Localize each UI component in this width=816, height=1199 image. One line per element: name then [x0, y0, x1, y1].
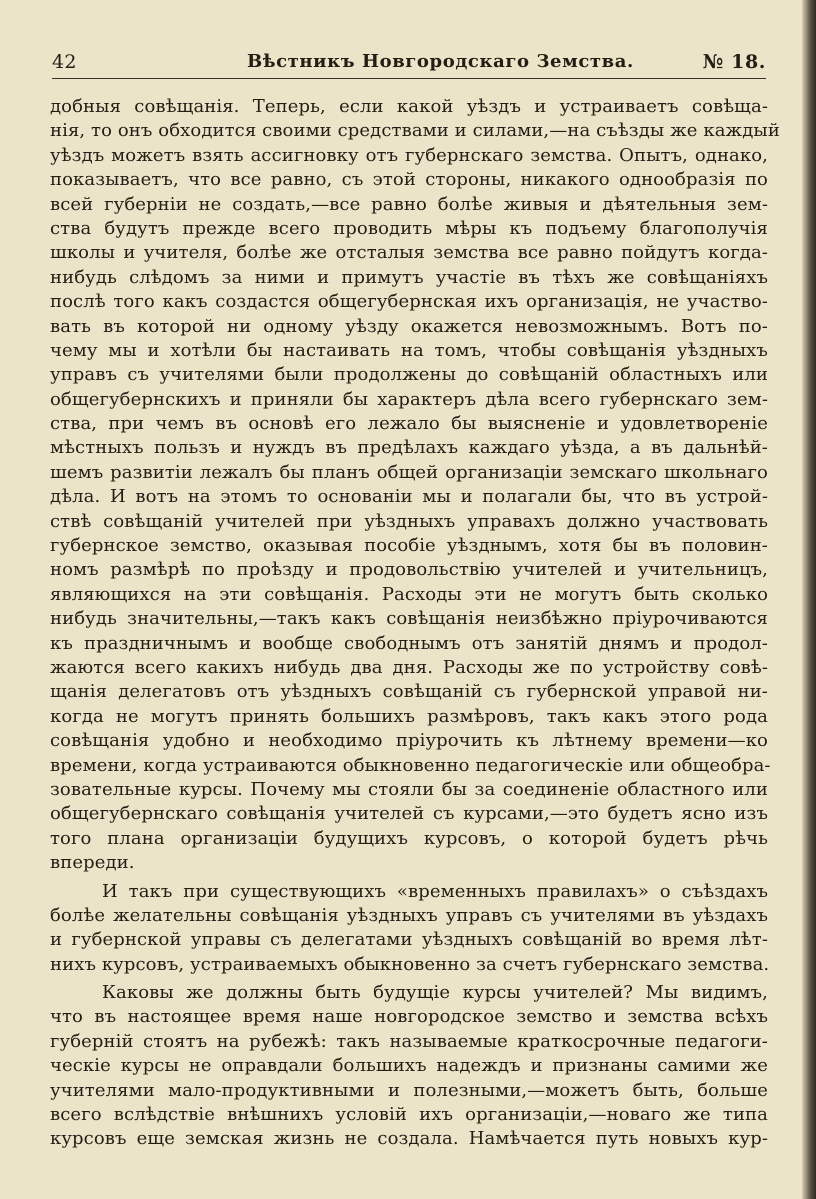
text-line: показываетъ, что все равно, съ этой стороны, никакого однообразія по	[50, 169, 768, 191]
text-line: всей губерніи не создать,—все равно болѣе живыя и дѣятельныя зем-	[50, 193, 768, 215]
text-line: когда не могутъ принять большихъ размѣровъ, такъ какъ этого рода	[50, 705, 768, 727]
text-line: уѣздъ можетъ взять ассигновку отъ губернскаго земства. Опытъ, однако,	[50, 144, 768, 166]
header-rule	[52, 78, 766, 79]
running-title: Вѣстникъ Новгородскаго Земства.	[247, 51, 634, 72]
text-line: щанія делегатовъ отъ уѣздныхъ совѣщаній съ губернской управой ни-	[50, 681, 768, 703]
text-line: чему мы и хотѣли бы настаивать на томъ, чтобы совѣщанія уѣздныхъ	[50, 339, 768, 361]
page-header	[52, 51, 766, 77]
text-line: зовательные курсы. Почему мы стояли бы за соединеніе областного или	[50, 778, 768, 800]
text-line: нибудь значительны,—такъ какъ совѣщанія неизбѣжно пріурочиваются	[50, 608, 768, 630]
text-line: всего вслѣдствіе внѣшнихъ условій ихъ организаціи,—новаго же типа	[50, 1104, 768, 1126]
text-line: впереди.	[50, 852, 135, 874]
page-edge-shadow	[802, 0, 816, 1199]
text-line: жаются всего какихъ нибудь два дня. Расходы же по устройству совѣ-	[50, 656, 768, 678]
paragraph	[50, 95, 780, 876]
text-line: и губернской управы съ делегатами уѣздныхъ совѣщаній во время лѣт-	[50, 929, 768, 951]
text-line: управъ съ учителями были продолжены до совѣщаній областныхъ или	[50, 364, 768, 386]
text-line: курсовъ еще земская жизнь не создала. Намѣчается путь новыхъ кур-	[50, 1128, 768, 1150]
text-line: И такъ при существующихъ «временныхъ правилахъ» о съѣздахъ	[102, 880, 768, 902]
text-line: ства будутъ прежде всего проводить мѣры къ подъему благополучія	[50, 217, 768, 239]
text-line: школы и учителя, болѣе же отсталыя земства все равно пойдутъ когда-	[50, 242, 768, 264]
text-line: того плана организаціи будущихъ курсовъ, о которой будетъ рѣчь	[50, 827, 768, 849]
issue-number: № 18.	[702, 51, 766, 73]
text-line: Каковы же должны быть будущіе курсы учителей? Мы видимъ,	[102, 982, 768, 1004]
text-line: послѣ того какъ создастся общегубернская ихъ организація, не участво-	[50, 291, 768, 313]
text-line: дѣла. И вотъ на этомъ то основаніи мы и полагали бы, что въ устрой-	[50, 486, 768, 508]
text-line: ческіе курсы не оправдали большихъ надеждъ и признаны самими же	[50, 1055, 768, 1077]
text-line: что въ настоящее время наше новгородское земство и земства всѣхъ	[50, 1006, 768, 1028]
page-number: 42	[52, 51, 77, 73]
text-line: губернское земство, оказывая пособіе уѣзднымъ, хотя бы въ половин-	[50, 535, 768, 557]
text-line: болѣе желательны совѣщанія уѣздныхъ управъ съ учителями въ уѣздахъ	[50, 904, 768, 926]
text-line: являющихся на эти совѣщанія. Расходы эти не могутъ быть сколько	[50, 583, 768, 605]
text-line: добныя совѣщанія. Теперь, если какой уѣздъ и устраиваетъ совѣща-	[50, 96, 768, 117]
text-line: ства, при чемъ въ основѣ его лежало бы выясненіе и удовлетвореніе	[50, 413, 768, 435]
text-line: вать въ которой ни одному уѣзду окажется невозможнымъ. Вотъ по-	[50, 315, 768, 337]
text-line: нихъ курсовъ, устраиваемыхъ обыкновенно за счетъ губернскаго земства.	[50, 953, 770, 975]
text-line: губерній стоятъ на рубежѣ: такъ называемые краткосрочные педагоги-	[50, 1030, 768, 1052]
text-line: шемъ развитіи лежалъ бы планъ общей организаціи земскаго школьнаго	[50, 461, 768, 483]
text-line: мѣстныхъ пользъ и нуждъ въ предѣлахъ каждаго уѣзда, а въ дальнѣй-	[50, 437, 768, 459]
text-line: совѣщанія удобно и необходимо пріурочить къ лѣтнему времени—ко	[50, 730, 768, 752]
paragraph	[50, 981, 768, 1152]
text-line: ствѣ совѣщаній учителей при уѣздныхъ управахъ должно участвовать	[50, 510, 768, 532]
text-line: нія, то онъ обходится своими средствами и силами,—на съѣзды же каждый	[50, 120, 780, 142]
text-line: къ праздничнымъ и вообще свободнымъ отъ занятій днямъ и продол-	[50, 632, 768, 654]
text-line: общегубернскихъ и приняли бы характеръ дѣла всего губернскаго зем-	[50, 388, 768, 410]
body-text	[50, 95, 780, 1152]
text-line: времени, когда устраиваются обыкновенно педагогическіе или общеобра-	[50, 754, 771, 776]
text-line: нибудь слѣдомъ за ними и примутъ участіе въ тѣхъ же совѣщаніяхъ	[50, 266, 768, 288]
paragraph	[50, 880, 768, 978]
text-line: номъ размѣрѣ по проѣзду и продовольствію учителей и учительницъ,	[50, 559, 768, 581]
text-line: учителями мало-продуктивными и полезными,—можетъ быть, больше	[50, 1079, 768, 1101]
text-line: общегубернскаго совѣщанія учителей съ курсами,—это будетъ ясно изъ	[50, 803, 768, 825]
